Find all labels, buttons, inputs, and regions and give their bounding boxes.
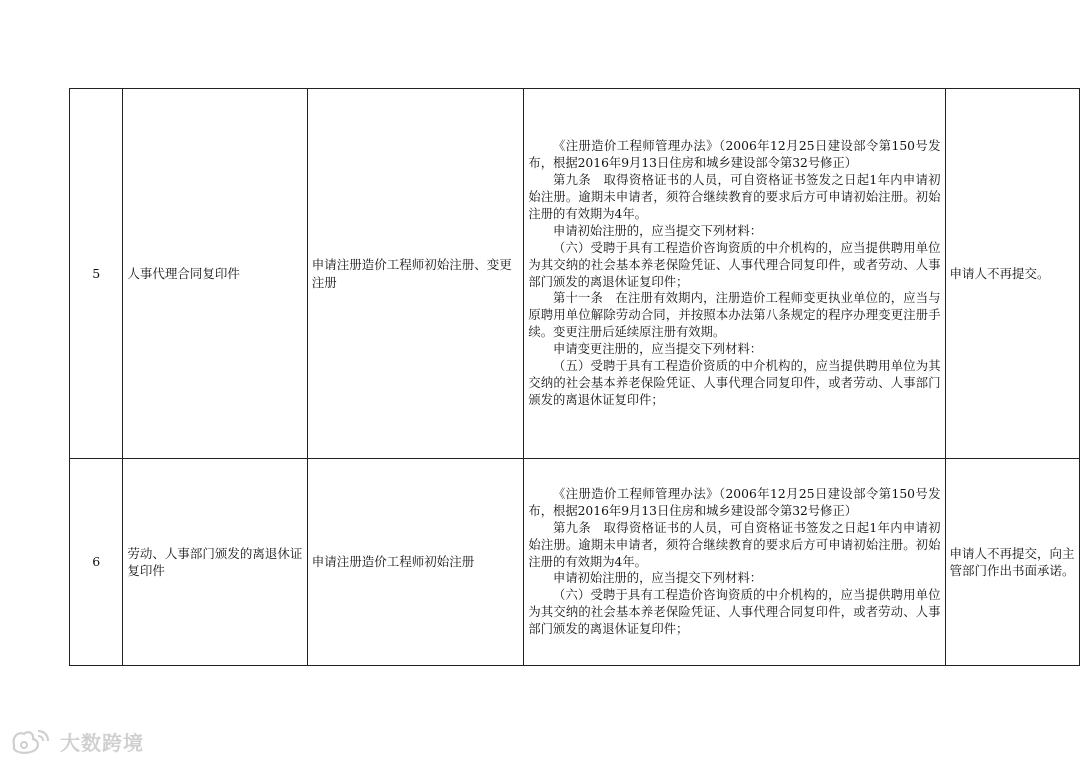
weibo-logo-icon xyxy=(8,725,54,757)
basis-paragraph: 申请变更注册的，应当提交下列材料： xyxy=(553,342,763,357)
table-row xyxy=(70,89,1080,459)
table-row xyxy=(70,459,1080,666)
material-name: 劳动、人事部门颁发的离退休证复印件 xyxy=(123,459,307,666)
basis-paragraph: 《注册造价工程师管理办法》（2006年12月25日建设部令第150号发布，根据2016年9月13日住房和城乡建设部令第32号修正） xyxy=(528,486,941,518)
basis-paragraph: 《注册造价工程师管理办法》（2006年12月25日建设部令第150号发布，根据2016年9月13日住房和城乡建设部令第32号修正） xyxy=(528,139,941,171)
basis-paragraph: （六）受聘于具有工程造价咨询资质的中介机构的，应当提供聘用单位为其交纳的社会基本养老保险凭证、人事代理合同复印件，或者劳动、人事部门颁发的离退休证复印件； xyxy=(528,240,941,289)
row-number: 5 xyxy=(70,89,123,459)
basis-paragraph: （六）受聘于具有工程造价咨询资质的中介机构的，应当提供聘用单位为其交纳的社会基本养老保险凭证、人事代理合同复印件，或者劳动、人事部门颁发的离退休证复印件； xyxy=(528,588,941,637)
watermark-text: 大数跨境 xyxy=(60,730,144,755)
service-item: 申请注册造价工程师初始注册 xyxy=(307,459,524,666)
material-name: 人事代理合同复印件 xyxy=(123,89,307,459)
service-item: 申请注册造价工程师初始注册、变更注册 xyxy=(307,89,524,459)
watermark xyxy=(8,725,144,757)
basis-paragraph: 第九条 取得资格证书的人员，可自资格证书签发之日起1年内申请初始注册。逾期未申请者，须符合继续教育的要求后方可申请初始注册。初始注册的有效期为4年。 xyxy=(528,520,941,569)
legal-basis xyxy=(524,89,945,459)
handling-method: 申请人不再提交。 xyxy=(945,89,1079,459)
basis-paragraph: 第十一条 在注册有效期内，注册造价工程师变更执业单位的，应当与原聘用单位解除劳动合同，并按照本办法第八条规定的程序办理变更注册手续。变更注册后延续原注册有效期。 xyxy=(528,291,941,340)
legal-basis xyxy=(524,459,945,666)
basis-paragraph: 第九条 取得资格证书的人员，可自资格证书签发之日起1年内申请初始注册。逾期未申请者，须符合继续教育的要求后方可申请初始注册。初始注册的有效期为4年。 xyxy=(528,173,941,221)
basis-paragraph: （五）受聘于具有工程造价资质的中介机构的，应当提供聘用单位为其交纳的社会基本养老保险凭证、人事代理合同复印件，或者劳动、人事部门颁发的离退休证复印件； xyxy=(528,359,941,407)
basis-paragraph: 申请初始注册的，应当提交下列材料： xyxy=(553,223,763,238)
basis-paragraph: 申请初始注册的，应当提交下列材料： xyxy=(553,571,763,586)
row-number: 6 xyxy=(70,459,123,666)
handling-method: 申请人不再提交，向主管部门作出书面承诺。 xyxy=(945,459,1079,666)
document-table xyxy=(69,88,1080,666)
